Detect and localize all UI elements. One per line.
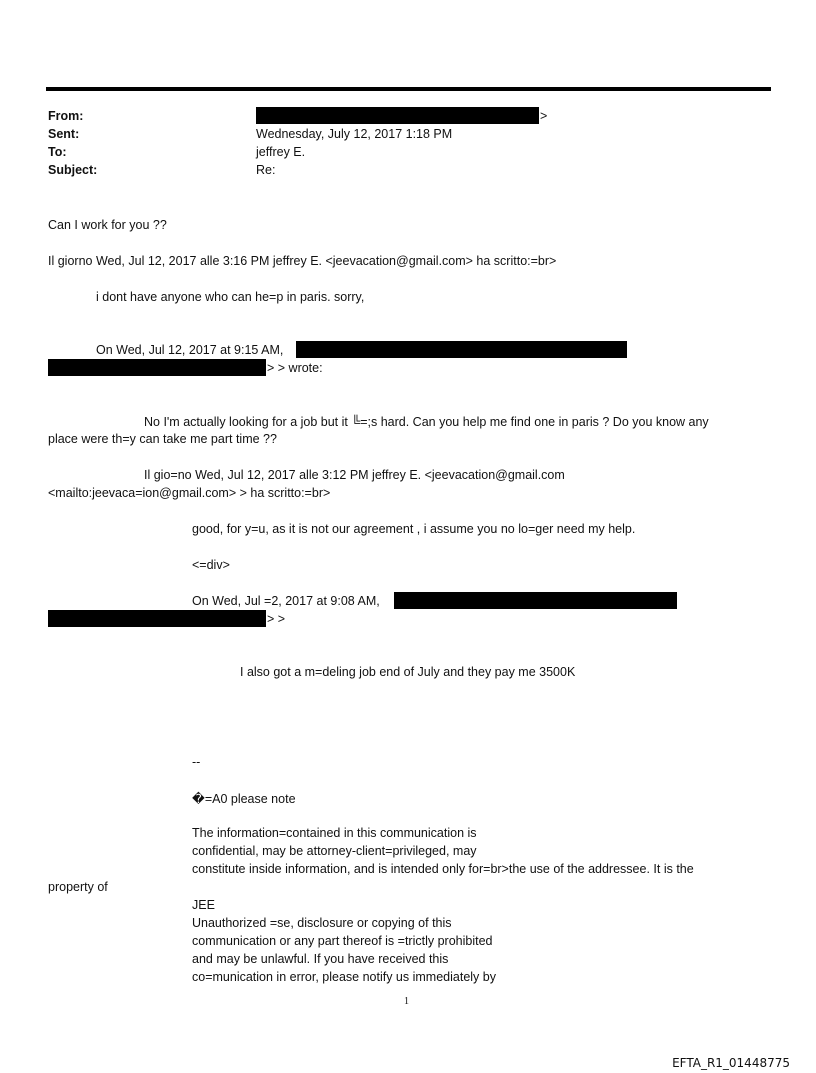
from-label: From: — [48, 109, 84, 123]
disclaimer-line: constitute inside information, and is intended only for=br>the use of the addressee. It is the — [192, 862, 694, 876]
document-id: EFTA_R1_01448775 — [672, 1056, 790, 1070]
disclaimer-line: Unauthorized =se, disclosure or copying of this — [192, 916, 452, 930]
body-line: place were th=y can take me part time ?? — [48, 432, 277, 446]
disclaimer-line: confidential, may be attorney-client=privileged, may — [192, 844, 477, 858]
disclaimer-line: The information=contained in this communication is — [192, 826, 477, 840]
subject-label: Subject: — [48, 163, 98, 177]
disclaimer-line: and may be unlawful. If you have received this — [192, 952, 449, 966]
disclaimer-title: �=A0 please note — [192, 792, 296, 806]
disclaimer-line: co=munication in error, please notify us immediately by — [192, 970, 496, 984]
quote-header-line: > > wrote: — [267, 361, 323, 375]
body-line: i dont have anyone who can he=p in paris. sorry, — [96, 290, 365, 304]
to-value: jeffrey E. — [256, 145, 306, 159]
redaction-sender-2b — [48, 610, 266, 627]
redaction-sender-2 — [394, 592, 677, 609]
body-line: good, for y=u, as it is not our agreement , i assume you no lo=ger need my help. — [192, 522, 636, 536]
subject-value: Re: — [256, 163, 276, 177]
signature-separator: -- — [192, 755, 201, 769]
redaction-from — [256, 107, 539, 124]
sent-value: Wednesday, July 12, 2017 1:18 PM — [256, 127, 453, 141]
from-suffix: > — [540, 109, 548, 123]
body-line: Can I work for you ?? — [48, 218, 167, 232]
header-rule — [46, 87, 771, 91]
quote-header-line: > > — [267, 612, 286, 626]
quote-header-line: <mailto:jeevaca=ion@gmail.com> > ha scritto:=br> — [48, 486, 331, 500]
page-number: 1 — [404, 996, 409, 1007]
to-label: To: — [48, 145, 67, 159]
body-line: No I'm actually looking for a job but it ╚=;s hard. Can you help me find one in paris ? Do you know any — [144, 415, 709, 429]
body-line: I also got a m=deling job end of July and they pay me 3500K — [240, 665, 576, 679]
redaction-sender-1 — [296, 341, 627, 358]
redaction-sender-1b — [48, 359, 266, 376]
disclaimer-line: property of — [48, 880, 108, 894]
quote-header-line: Il gio=no Wed, Jul 12, 2017 alle 3:12 PM jeffrey E. <jeevacation@gmail.com — [144, 468, 565, 482]
sent-label: Sent: — [48, 127, 80, 141]
quote-header-line: Il giorno Wed, Jul 12, 2017 alle 3:16 PM jeffrey E. <jeevacation@gmail.com> ha scritto:=br> — [48, 254, 557, 268]
disclaimer-line: JEE — [192, 898, 215, 912]
disclaimer-line: communication or any part thereof is =trictly prohibited — [192, 934, 493, 948]
quote-header-line: On Wed, Jul 12, 2017 at 9:15 AM, — [96, 343, 284, 357]
body-line: <=div> — [192, 558, 230, 572]
quote-header-line: On Wed, Jul =2, 2017 at 9:08 AM, — [192, 594, 380, 608]
